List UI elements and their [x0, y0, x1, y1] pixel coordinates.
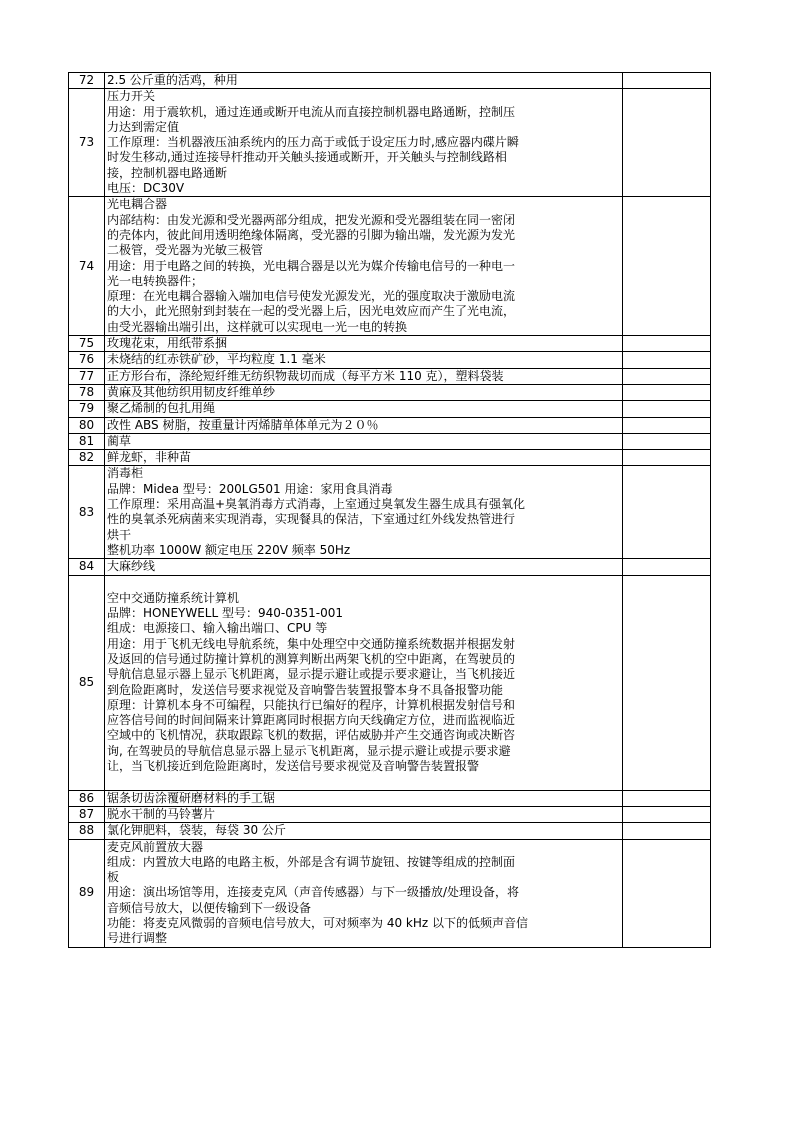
answer-cell	[623, 450, 711, 466]
answer-cell	[623, 336, 711, 352]
answer-cell	[623, 384, 711, 400]
table-row	[69, 559, 711, 575]
table-row	[69, 89, 711, 197]
description-line: 的大小，此光照射到封装在一起的受光器上后，因光电效应而产生了光电流，	[107, 304, 516, 319]
answer-cell	[623, 839, 711, 947]
description-line: 接，控制机器电路通断	[107, 165, 228, 180]
row-number: 82	[69, 450, 105, 466]
description-line: 组成：内置放大电路的电路主板，外部是含有调节旋钮、按键等组成的控制面	[107, 854, 516, 869]
goods-description	[105, 384, 623, 400]
description-line	[107, 774, 620, 789]
goods-description	[105, 401, 623, 417]
answer-cell	[623, 575, 711, 790]
table-row	[69, 73, 711, 89]
answer-cell	[623, 417, 711, 433]
description-line: 品牌：Midea 型号：200LG501 用途：家用食具消毒	[107, 481, 393, 496]
description-line: 整机功率 1000W 额定电压 220V 频率 50Hz	[107, 542, 351, 557]
description-line: 组成：电源接口、输入输出端口、CPU 等	[107, 621, 328, 636]
description-line: 用途：演出场馆等用，连接麦克风（声音传感器）与下一级播放/处理设备，将	[107, 885, 520, 900]
row-number: 77	[69, 368, 105, 384]
description-line: 用途：用于飞机无线电导航系统，集中处理空中交通防撞系统数据并根据发射	[107, 636, 516, 651]
row-number: 81	[69, 433, 105, 449]
description-line: 压力开关	[107, 89, 156, 104]
goods-description	[105, 450, 623, 466]
description-line: 的壳体内，彼此间用透明绝缘体隔离，受光器的引脚为输出端，发光源为发光	[107, 227, 516, 242]
description-line: 光一电转换器件；	[107, 273, 204, 288]
goods-description	[105, 89, 623, 197]
row-number: 85	[69, 575, 105, 790]
description-line: 麦克风前置放大器	[107, 839, 204, 854]
table-row	[69, 368, 711, 384]
answer-cell	[623, 89, 711, 197]
goods-description	[105, 336, 623, 352]
goods-table-body	[69, 73, 711, 948]
description-line: 改性 ABS 树脂，按重量计丙烯腈单体单元为２０％	[107, 417, 379, 432]
description-line	[107, 576, 620, 591]
description-line: 蔺草	[107, 433, 132, 448]
table-row	[69, 401, 711, 417]
description-line: 时发生移动,通过连接导杆推动开关触头接通或断开，开关触头与控制线路相	[107, 150, 507, 165]
table-row	[69, 790, 711, 806]
goods-description	[105, 839, 623, 947]
answer-cell	[623, 197, 711, 336]
row-number: 83	[69, 466, 105, 559]
description-line: 氯化钾肥料，袋装，每袋 30 公斤	[107, 823, 286, 838]
description-line: 到危险距离时，发送信号要求视觉及音响警告装置报警本身不具备报警功能	[107, 682, 504, 697]
goods-table	[68, 72, 711, 948]
goods-description	[105, 823, 623, 839]
table-row	[69, 336, 711, 352]
row-number: 86	[69, 790, 105, 806]
row-number: 75	[69, 336, 105, 352]
row-number: 84	[69, 559, 105, 575]
goods-description	[105, 466, 623, 559]
description-line: 功能：将麦克风微弱的音频电信号放大，可对频率为 40 kHz 以下的低频声音信	[107, 916, 528, 931]
description-line: 工作原理：当机器液压油系统内的压力高于或低于设定压力时,感应器内碟片瞬	[107, 135, 519, 150]
description-line: 鲜龙虾，非种苗	[107, 450, 192, 465]
table-row	[69, 823, 711, 839]
description-line: 大麻纱线	[107, 559, 156, 574]
goods-description	[105, 790, 623, 806]
row-number: 79	[69, 401, 105, 417]
row-number: 78	[69, 384, 105, 400]
row-number: 72	[69, 73, 105, 89]
description-line: 让，当飞机接近到危险距离时，发送信号要求视觉及音响警告装置报警	[107, 759, 480, 774]
row-number: 74	[69, 197, 105, 336]
description-line: 性的臭氧杀死病菌来实现消毒，实现餐具的保洁，下室通过红外线发热管进行	[107, 512, 516, 527]
description-line: 板	[107, 870, 120, 885]
description-line: 消毒柜	[107, 466, 144, 481]
row-number: 73	[69, 89, 105, 197]
table-row	[69, 417, 711, 433]
description-line: 内部结构：由发光源和受光器两部分组成，把发光源和受光器组装在同一密闭	[107, 212, 516, 227]
table-row	[69, 839, 711, 947]
table-row	[69, 197, 711, 336]
table-row	[69, 806, 711, 822]
row-number: 80	[69, 417, 105, 433]
description-line: 力达到需定值	[107, 119, 180, 134]
row-number: 88	[69, 823, 105, 839]
description-line: 空中交通防撞系统计算机	[107, 590, 240, 605]
description-line: 正方形台布，涤纶短纤维无纺织物裁切而成（每平方米 110 克），塑料袋装	[107, 368, 504, 383]
description-line: 光电耦合器	[107, 197, 168, 212]
table-row	[69, 466, 711, 559]
row-number: 76	[69, 352, 105, 368]
answer-cell	[623, 401, 711, 417]
description-line: 黄麻及其他纺织用韧皮纤维单纱	[107, 384, 276, 399]
description-line: 脱水干制的马铃薯片	[107, 806, 216, 821]
goods-description	[105, 417, 623, 433]
description-line: 应答信号间的时间间隔来计算距离同时根据方向天线确定方位，进而监视临近	[107, 713, 516, 728]
goods-description	[105, 575, 623, 790]
answer-cell	[623, 352, 711, 368]
goods-description	[105, 559, 623, 575]
goods-description	[105, 806, 623, 822]
goods-description	[105, 368, 623, 384]
description-line: 烘干	[107, 527, 132, 542]
description-line: 号进行调整	[107, 931, 168, 946]
goods-description	[105, 433, 623, 449]
row-number: 87	[69, 806, 105, 822]
answer-cell	[623, 790, 711, 806]
answer-cell	[623, 559, 711, 575]
description-line: 询, 在驾驶员的导航信息显示器上显示飞机距离，显示提示避让或提示要求避	[107, 743, 511, 758]
table-row	[69, 352, 711, 368]
description-line: 二极管，受光器为光敏三极管	[107, 243, 264, 258]
row-number: 89	[69, 839, 105, 947]
table-row	[69, 384, 711, 400]
description-line: 原理：计算机本身不可编程，只能执行已编好的程序，计算机根据发射信号和	[107, 697, 516, 712]
description-line: 品牌：HONEYWELL 型号：940-0351-001	[107, 606, 343, 621]
description-line: 用途：用于电路之间的转换，光电耦合器是以光为媒介传输电信号的一种电一	[107, 258, 516, 273]
description-line: 用途：用于震软机，通过连通或断开电流从而直接控制机器电路通断，控制压	[107, 104, 516, 119]
table-row	[69, 433, 711, 449]
goods-description	[105, 352, 623, 368]
description-line: 玫瑰花束，用纸带系捆	[107, 336, 228, 351]
answer-cell	[623, 73, 711, 89]
description-line: 未烧结的红赤铁矿砂，平均粒度 1.1 毫米	[107, 352, 326, 367]
answer-cell	[623, 368, 711, 384]
description-line: 导航信息显示器上显示飞机距离，显示提示避让或提示要求避让，当飞机接近	[107, 667, 516, 682]
table-row	[69, 575, 711, 790]
goods-description	[105, 73, 623, 89]
goods-description	[105, 197, 623, 336]
answer-cell	[623, 466, 711, 559]
description-line: 原理：在光电耦合器输入端加电信号使发光源发光，光的强度取决于激励电流	[107, 289, 516, 304]
answer-cell	[623, 433, 711, 449]
description-line: 由受光器输出端引出，这样就可以实现电一光一电的转换	[107, 319, 408, 334]
description-line: 及返回的信号通过防撞计算机的测算判断出两架飞机的空中距离，在驾驶员的	[107, 651, 516, 666]
description-line: 2.5 公斤重的活鸡，种用	[107, 73, 238, 87]
description-line: 音频信号放大，以便传输到下一级设备	[107, 900, 312, 915]
description-line: 电压：DC30V	[107, 181, 185, 196]
description-line: 聚乙烯制的包扎用绳	[107, 401, 216, 416]
description-line: 工作原理：采用高温+臭氧消毒方式消毒，上室通过臭氧发生器生成具有强氧化	[107, 497, 526, 512]
answer-cell	[623, 806, 711, 822]
answer-cell	[623, 823, 711, 839]
description-line: 锯条切齿涂覆研磨材料的手工锯	[107, 790, 276, 805]
table-row	[69, 450, 711, 466]
description-line: 空域中的飞机情况，获取跟踪飞机的数据，评估威胁并产生交通咨询或决断咨	[107, 728, 516, 743]
